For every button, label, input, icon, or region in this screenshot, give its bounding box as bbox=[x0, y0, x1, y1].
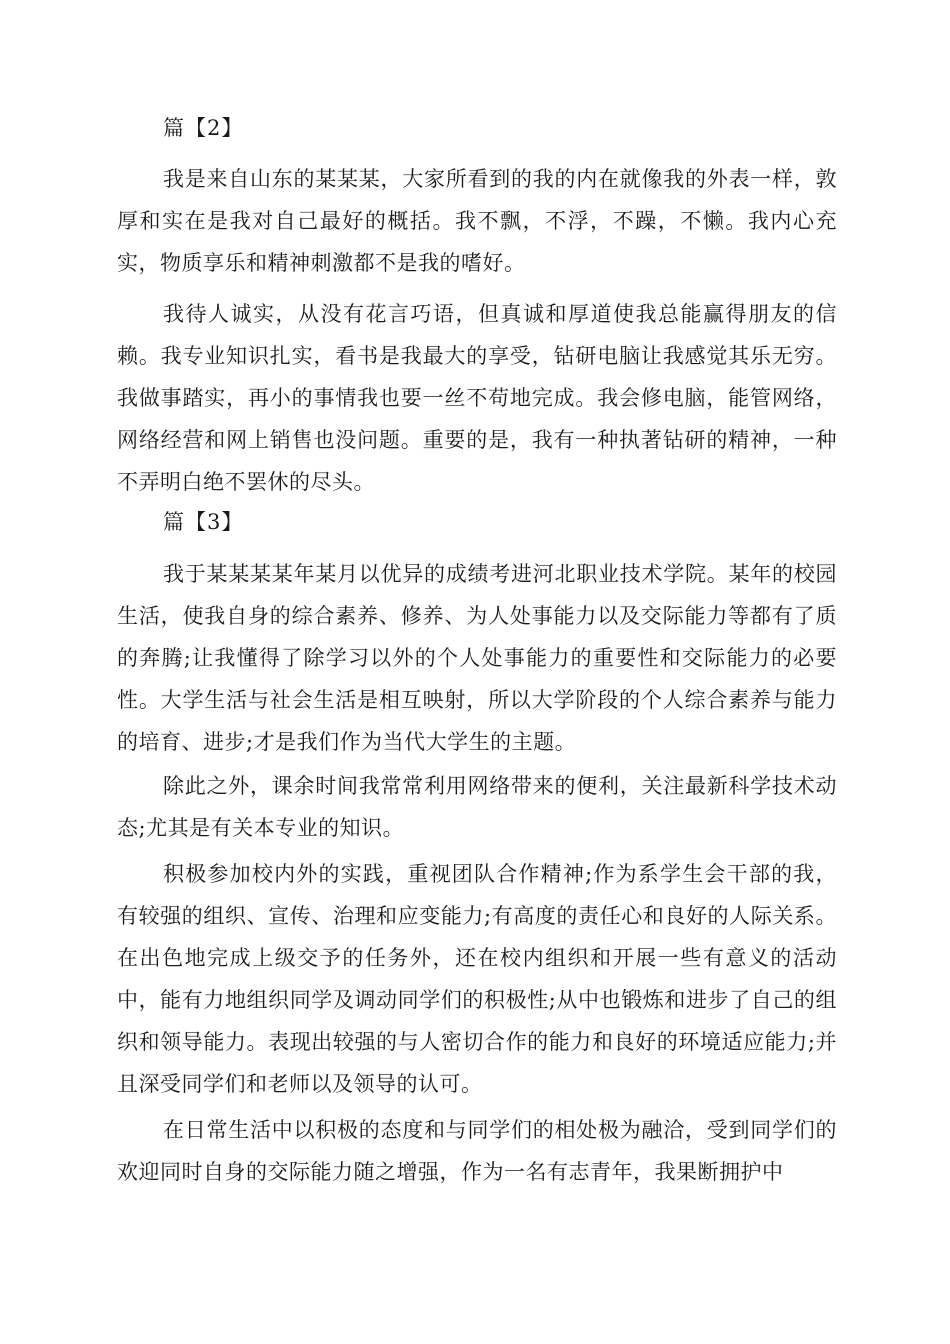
section-heading: 篇【2】 bbox=[163, 116, 244, 140]
paragraph: 我是来自山东的某某某，大家所看到的我的内在就像我的外表一样，敦厚和实在是我对自己最好的概括。我不飘，不浮，不躁，不懒。我内心充实，物质享乐和精神刺激都不是我的嗜好。 bbox=[117, 167, 837, 275]
paragraph: 我待人诚实，从没有花言巧语，但真诚和厚道使我总能赢得朋友的信赖。我专业知识扎实，看书是我最大的享受，钻研电脑让我感觉其乐无穷。我做事踏实，再小的事情我也要一丝不苟地完成。我会修电脑，能管网络，网络经营和网上销售也没问题。重要的是，我有一种执著钻研的精神，一种不弄明白绝不罢休的尽头。 bbox=[117, 302, 837, 494]
paragraph: 除此之外，课余时间我常常利用网络带来的便利，关注最新科学技术动态;尤其是有关本专业的知识。 bbox=[117, 774, 837, 840]
paragraph: 我于某某某某年某月以优异的成绩考进河北职业技术学院。某年的校园生活，使我自身的综合素养、修养、为人处事能力以及交际能力等都有了质的奔腾;让我懂得了除学习以外的个人处事能力的重要性和交际能力的必要性。大学生活与社会生活是相互映射，所以大学阶段的个人综合素养与能力的培育、进步;才是我们作为当代大学生的主题。 bbox=[117, 562, 837, 754]
paragraph: 在日常生活中以积极的态度和与同学们的相处极为融洽，受到同学们的欢迎同时自身的交际能力随之增强，作为一名有志青年，我果断拥护中 bbox=[117, 1118, 837, 1184]
section-heading: 篇【3】 bbox=[163, 510, 244, 534]
paragraph: 积极参加校内外的实践，重视团队合作精神;作为系学生会干部的我，有较强的组织、宣传、治理和应变能力;有高度的责任心和良好的人际关系。在出色地完成上级交予的任务外，还在校内组织和开展一些有意义的活动中，能有力地组织同学及调动同学们的积极性;从中也锻炼和进步了自己的组织和领导能力。表现出较强的与人密切合作的能力和良好的环境适应能力;并且深受同学们和老师以及领导的认可。 bbox=[117, 862, 837, 1096]
